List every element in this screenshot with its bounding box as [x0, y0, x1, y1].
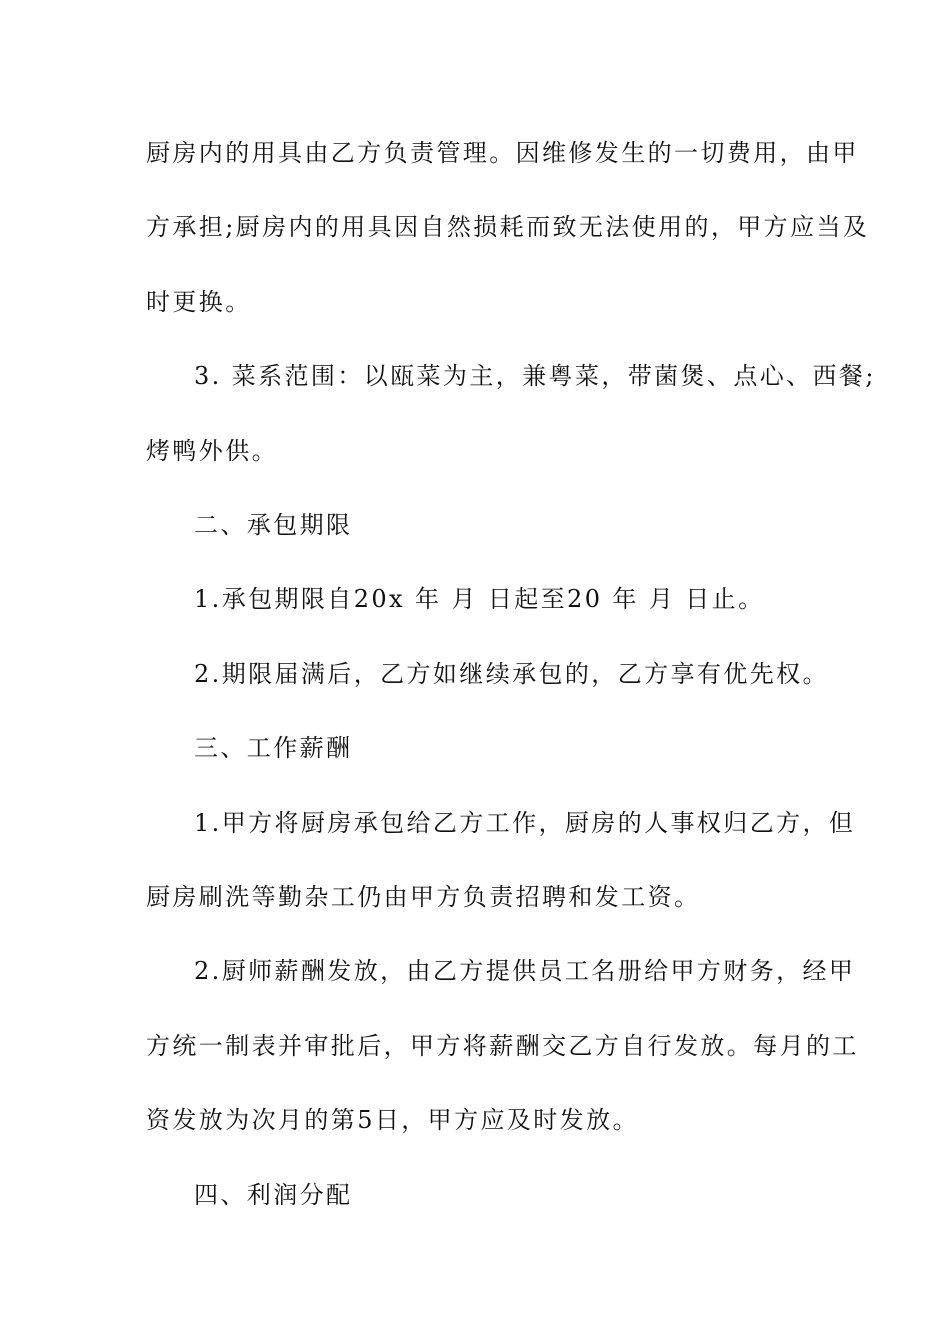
- paragraph-line: 厨房内的用具由乙方负责管理。因维修发生的一切费用，由甲: [146, 139, 859, 167]
- paragraph-line: 时更换。: [146, 288, 252, 316]
- paragraph-line: 1.甲方将厨房承包给乙方工作，厨房的人事权归乙方，但: [194, 809, 856, 837]
- paragraph-line: 资发放为次月的第5日，甲方应及时发放。: [146, 1106, 639, 1134]
- paragraph-line: 方承担;厨房内的用具因自然损耗而致无法使用的，甲方应当及: [146, 213, 870, 241]
- paragraph-line: 2.期限届满后，乙方如继续承包的，乙方享有优先权。: [194, 660, 829, 688]
- paragraph-line: 方统一制表并审批后，甲方将薪酬交乙方自行发放。每月的工: [146, 1032, 859, 1060]
- section-heading: 二、承包期限: [194, 511, 353, 539]
- paragraph-line: 3. 菜系范围：以瓯菜为主，兼粤菜，带菌煲、点心、西餐;: [194, 362, 876, 390]
- paragraph-line: 厨房刷洗等勤杂工仍由甲方负责招聘和发工资。: [146, 883, 701, 911]
- paragraph-line: 2.厨师薪酬发放，由乙方提供员工名册给甲方财务，经甲: [194, 957, 856, 985]
- paragraph-line: 1.承包期限自20x 年 月 日起至20 年 月 日止。: [194, 585, 765, 613]
- section-heading: 四、利润分配: [194, 1181, 353, 1209]
- section-heading: 三、工作薪酬: [194, 734, 353, 762]
- paragraph-line: 烤鸭外供。: [146, 437, 278, 465]
